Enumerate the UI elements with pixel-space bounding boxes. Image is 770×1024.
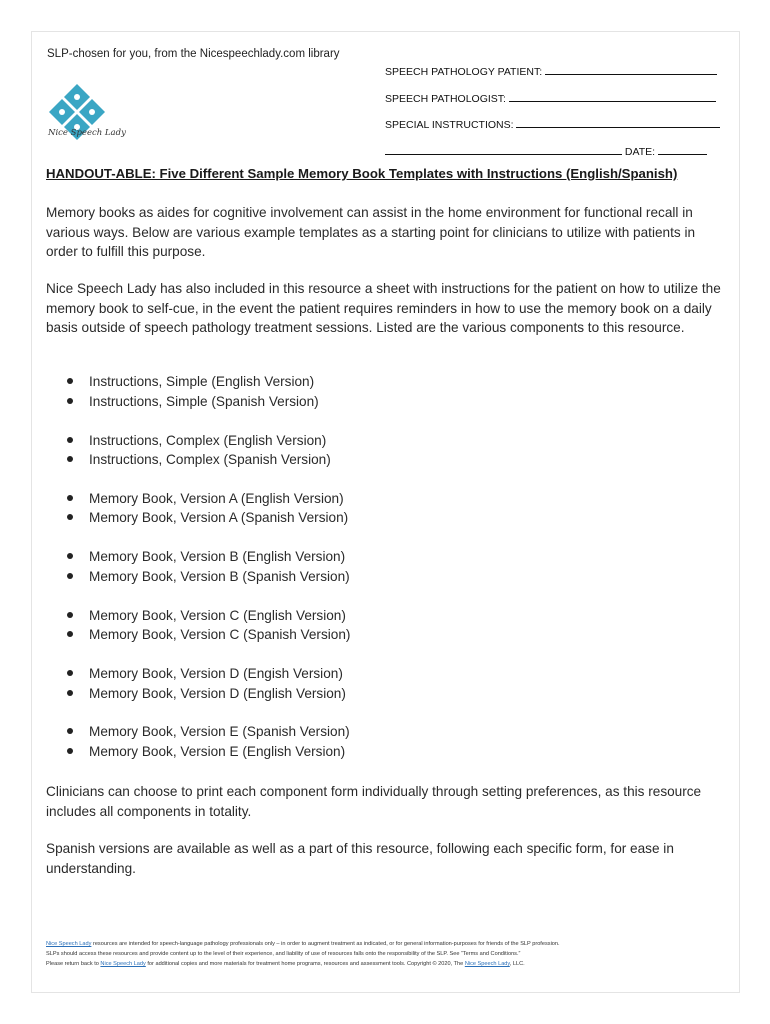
pathologist-line[interactable]: [509, 92, 716, 102]
list-item: Instructions, Complex (English Version): [67, 433, 326, 448]
footer-line-2: SLPs should access these resources and provide content up to the level of their experience, and liability of use of resources falls onto the responsibility of the SLP. See “Terms and Conditions.”: [46, 951, 521, 957]
page-title: HANDOUT-ABLE: Five Different Sample Memory Book Templates with Instructions (English/Spanish): [46, 166, 678, 181]
date-label: DATE:: [624, 146, 656, 158]
footer-line-1: Nice Speech Lady resources are intended for speech-language pathology professionals only – in order to augment treatment as indicated, or for general information-purposes for friends of the SLP profession.: [46, 941, 560, 947]
pathologist-field[interactable]: [385, 92, 716, 105]
blank-line[interactable]: [385, 145, 622, 155]
bullet-icon: [67, 748, 73, 754]
patient-line[interactable]: [545, 65, 717, 75]
bullet-icon: [67, 631, 73, 637]
instructions-field[interactable]: [385, 118, 720, 131]
list-item: Memory Book, Version C (Spanish Version): [67, 627, 350, 642]
bullet-icon: [67, 495, 73, 501]
patient-field[interactable]: [385, 65, 717, 78]
bullet-icon: [67, 398, 73, 404]
bullet-icon: [67, 378, 73, 384]
list-item: Instructions, Simple (English Version): [67, 374, 314, 389]
date-line[interactable]: [658, 145, 707, 155]
list-item: Memory Book, Version E (Spanish Version): [67, 724, 350, 739]
instructions-label: SPECIAL INSTRUCTIONS:: [385, 119, 514, 131]
list-item: Memory Book, Version B (Spanish Version): [67, 569, 350, 584]
bullet-icon: [67, 670, 73, 676]
list-item: Memory Book, Version E (English Version): [67, 744, 345, 759]
header-tagline: SLP-chosen for you, from the Nicespeechlady.com library: [47, 48, 340, 60]
print-paragraph: Clinicians can choose to print each component form individually through setting preferences, as this resource includes all components in totality.: [46, 784, 702, 819]
date-field[interactable]: [385, 145, 707, 158]
spanish-paragraph: Spanish versions are available as well as a part of this resource, following each specific form, for ease in understanding.: [46, 841, 674, 876]
footer-link[interactable]: Nice Speech Lady: [464, 961, 510, 967]
bullet-icon: [67, 514, 73, 520]
bullet-icon: [67, 728, 73, 734]
patient-label: SPEECH PATHOLOGY PATIENT:: [385, 66, 543, 78]
list-item: Memory Book, Version D (Engish Version): [67, 666, 343, 681]
list-item: Memory Book, Version D (English Version): [67, 686, 346, 701]
bullet-icon: [67, 690, 73, 696]
footer-link[interactable]: Nice Speech Lady: [100, 961, 146, 967]
pathologist-label: SPEECH PATHOLOGIST:: [385, 93, 506, 105]
list-item: Memory Book, Version A (English Version): [67, 491, 344, 506]
bullet-icon: [67, 612, 73, 618]
list-item: Memory Book, Version C (English Version): [67, 608, 346, 623]
list-item: Memory Book, Version A (Spanish Version): [67, 510, 348, 525]
bullet-icon: [67, 456, 73, 462]
list-item: Instructions, Simple (Spanish Version): [67, 394, 319, 409]
components-paragraph: Nice Speech Lady has also included in this resource a sheet with instructions for the patient on how to utilize the memory book to self-cue, in the event the patient requires reminders in how to use the memory book on a daily basis outside of speech pathology treatment sessions. Listed are the various components to this resource.: [46, 281, 721, 335]
instructions-line[interactable]: [516, 118, 720, 128]
bullet-icon: [67, 573, 73, 579]
logo-text: Nice Speech Lady: [48, 128, 126, 138]
bullet-icon: [67, 437, 73, 443]
list-item: Instructions, Complex (Spanish Version): [67, 452, 331, 467]
intro-paragraph: Memory books as aides for cognitive involvement can assist in the home environment for functional recall in various ways. Below are various example templates as a starting point for clinicians to utilize with patients in order to fulfill this purpose.: [46, 205, 696, 259]
footer-line-3: Please return back to Nice Speech Lady for additional copies and more materials for treatment home programs, resources and assessment tools. Copyright © 2020, The Nice Speech Lady, LLC.: [46, 961, 525, 967]
list-item: Memory Book, Version B (English Version): [67, 549, 345, 564]
bullet-icon: [67, 553, 73, 559]
footer-link[interactable]: Nice Speech Lady: [46, 941, 92, 947]
